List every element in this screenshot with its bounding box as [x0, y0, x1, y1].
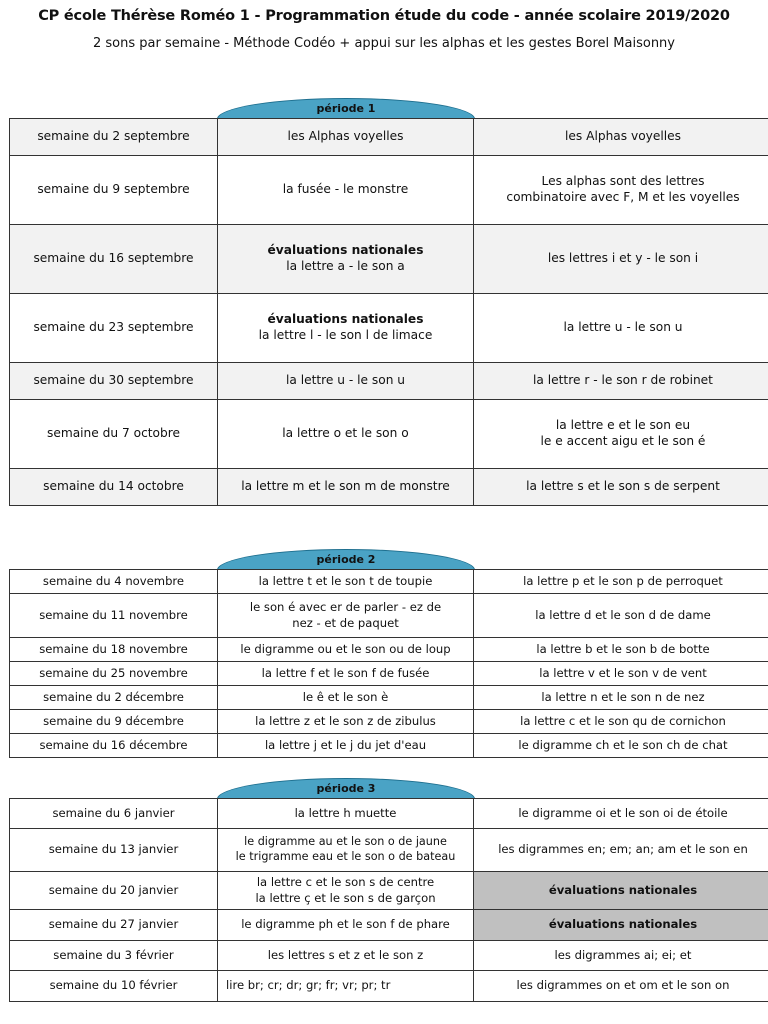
week-cell: semaine du 25 novembre: [10, 662, 218, 686]
activity-cell: [218, 971, 474, 1002]
cell-line: combinatoire avec F, M et les voyelles: [506, 190, 740, 204]
activity-cell: [474, 363, 768, 400]
activity-cell: [218, 570, 474, 594]
cell-line: la lettre c et le son s de centre: [256, 875, 435, 890]
activity-cell: [474, 225, 768, 294]
activity-cell: [218, 638, 474, 662]
activity-cell: [218, 119, 474, 156]
table-row: [10, 799, 768, 829]
cell-line: le digramme ph et le son f de phare: [241, 917, 450, 932]
week-cell: semaine du 3 février: [10, 941, 218, 971]
cell-line: la lettre h muette: [294, 805, 397, 820]
cell-line: les digrammes en; em; an; am et le son en: [498, 842, 748, 857]
activity-cell: [218, 872, 474, 910]
week-cell: semaine du 14 octobre: [10, 469, 218, 506]
cell-line: les lettres i et y - le son i: [547, 251, 699, 266]
table-row: [10, 872, 768, 910]
activity-cell: [474, 662, 768, 686]
page-subtitle: 2 sons par semaine - Méthode Codéo + appui sur les alphas et les gestes Borel Maisonny: [93, 36, 675, 51]
period-3-tab: période 3: [217, 778, 475, 799]
activity-cell: [218, 594, 474, 638]
week-cell: semaine du 27 janvier: [10, 910, 218, 941]
week-cell: semaine du 30 septembre: [10, 363, 218, 400]
cell-line: la lettre m et le son m de monstre: [241, 479, 450, 494]
activity-cell: [218, 156, 474, 225]
table-row: [10, 734, 768, 758]
cell-line-bold: évaluations nationales: [267, 243, 424, 258]
period-1-table: [9, 118, 768, 506]
activity-cell: [474, 594, 768, 638]
table-row: [10, 156, 768, 225]
evaluation-cell: évaluations nationales: [474, 872, 768, 910]
table-row: [10, 225, 768, 294]
week-cell: semaine du 16 décembre: [10, 734, 218, 758]
activity-cell: [218, 799, 474, 829]
table-row: [10, 910, 768, 941]
table-row: [10, 400, 768, 469]
week-cell: semaine du 9 septembre: [10, 156, 218, 225]
week-cell: semaine du 7 octobre: [10, 400, 218, 469]
cell-line: la lettre t et le son t de toupie: [258, 573, 433, 588]
cell-line: le son é avec er de parler - ez de: [249, 600, 442, 615]
cell-line: la lettre e et le son eu: [555, 418, 691, 433]
table-row: [10, 686, 768, 710]
week-cell: semaine du 2 décembre: [10, 686, 218, 710]
cell-line: le digramme oi et le son oi de étoile: [518, 805, 728, 820]
period-1-tab: période 1: [217, 98, 475, 119]
cell-line: la lettre z et le son z de zibulus: [255, 713, 436, 728]
week-cell: semaine du 13 janvier: [10, 829, 218, 872]
cell-line: les lettres s et z et le son z: [267, 947, 424, 962]
cell-line: le digramme ch et le son ch de chat: [518, 737, 728, 752]
activity-cell: [474, 119, 768, 156]
cell-line: les digrammes on et om et le son on: [516, 978, 730, 993]
cell-line: la fusée - le monstre: [282, 182, 409, 197]
cell-line: le e accent aigu et le son é: [540, 434, 706, 448]
activity-cell: [474, 710, 768, 734]
table-row: [10, 710, 768, 734]
table-row: [10, 829, 768, 872]
activity-cell: [474, 941, 768, 971]
cell-line: les Alphas voyelles: [565, 129, 681, 144]
activity-cell: [218, 225, 474, 294]
cell-line: les Alphas voyelles: [287, 129, 404, 144]
cell-line: la lettre a - le son a: [286, 259, 405, 273]
week-cell: semaine du 4 novembre: [10, 570, 218, 594]
evaluation-cell: évaluations nationales: [474, 910, 768, 941]
table-row: [10, 594, 768, 638]
table-row: [10, 119, 768, 156]
activity-cell: [218, 734, 474, 758]
week-cell: semaine du 2 septembre: [10, 119, 218, 156]
activity-cell: [218, 662, 474, 686]
table-row: [10, 294, 768, 363]
cell-line: Les alphas sont des lettres: [541, 174, 705, 189]
week-cell: semaine du 23 septembre: [10, 294, 218, 363]
table-row: [10, 363, 768, 400]
table-row: [10, 941, 768, 971]
activity-cell: [218, 686, 474, 710]
cell-line: la lettre c et le son qu de cornichon: [520, 713, 726, 728]
week-cell: semaine du 10 février: [10, 971, 218, 1002]
activity-cell: [218, 294, 474, 363]
cell-line-bold: évaluations nationales: [267, 312, 424, 327]
week-cell: semaine du 18 novembre: [10, 638, 218, 662]
cell-line: la lettre ç et le son s de garçon: [255, 890, 436, 905]
cell-line: le digramme au et le son o de jaune: [244, 835, 447, 849]
cell-line: la lettre l - le son l de limace: [258, 328, 433, 342]
cell-line: la lettre r - le son r de robinet: [533, 373, 713, 388]
activity-cell: [474, 156, 768, 225]
activity-cell: [474, 734, 768, 758]
cell-line: la lettre u - le son u: [563, 320, 683, 335]
cell-line: la lettre v et le son v de vent: [539, 665, 707, 680]
activity-cell: [474, 638, 768, 662]
activity-cell: [218, 469, 474, 506]
cell-line: la lettre u - le son u: [285, 373, 406, 388]
cell-line: la lettre b et le son b de botte: [536, 641, 710, 656]
cell-line: le ê et le son è: [302, 689, 389, 704]
table-row: [10, 469, 768, 506]
activity-cell: [474, 686, 768, 710]
page-title: CP école Thérèse Roméo 1 - Programmation étude du code - année scolaire 2019/2020: [38, 8, 730, 24]
activity-cell: [474, 294, 768, 363]
cell-line: les digrammes ai; ei; et: [554, 947, 692, 962]
period-2-tab: période 2: [217, 549, 475, 570]
week-cell: semaine du 6 janvier: [10, 799, 218, 829]
activity-cell: [218, 710, 474, 734]
week-cell: semaine du 20 janvier: [10, 872, 218, 910]
activity-cell: [218, 363, 474, 400]
activity-cell: [218, 400, 474, 469]
period-2-table: [9, 569, 768, 758]
cell-line: la lettre j et le j du jet d'eau: [264, 737, 427, 752]
cell-line: la lettre p et le son p de perroquet: [523, 573, 723, 588]
activity-cell: [474, 570, 768, 594]
cell-line: la lettre n et le son n de nez: [541, 689, 705, 704]
cell-line: la lettre d et le son d de dame: [535, 607, 711, 622]
week-cell: semaine du 11 novembre: [10, 594, 218, 638]
period-3-table: [9, 798, 768, 1002]
week-cell: semaine du 16 septembre: [10, 225, 218, 294]
cell-line: la lettre s et le son s de serpent: [526, 479, 720, 494]
activity-cell: [474, 799, 768, 829]
table-row: [10, 570, 768, 594]
activity-cell: [474, 469, 768, 506]
cell-line: le digramme ou et le son ou de loup: [240, 641, 451, 656]
table-row: [10, 971, 768, 1002]
activity-cell: [474, 829, 768, 872]
activity-cell: [474, 400, 768, 469]
cell-line: le trigramme eau et le son o de bateau: [235, 850, 456, 863]
cell-line: la lettre o et le son o: [282, 426, 409, 441]
cell-line: lire br; cr; dr; gr; fr; vr; pr; tr: [226, 978, 391, 993]
cell-line: nez - et de paquet: [292, 615, 399, 630]
activity-cell: [474, 971, 768, 1002]
cell-line: la lettre f et le son f de fusée: [261, 665, 430, 680]
table-row: [10, 638, 768, 662]
activity-cell: [218, 941, 474, 971]
activity-cell: [218, 910, 474, 941]
week-cell: semaine du 9 décembre: [10, 710, 218, 734]
activity-cell: [218, 829, 474, 872]
table-row: [10, 662, 768, 686]
